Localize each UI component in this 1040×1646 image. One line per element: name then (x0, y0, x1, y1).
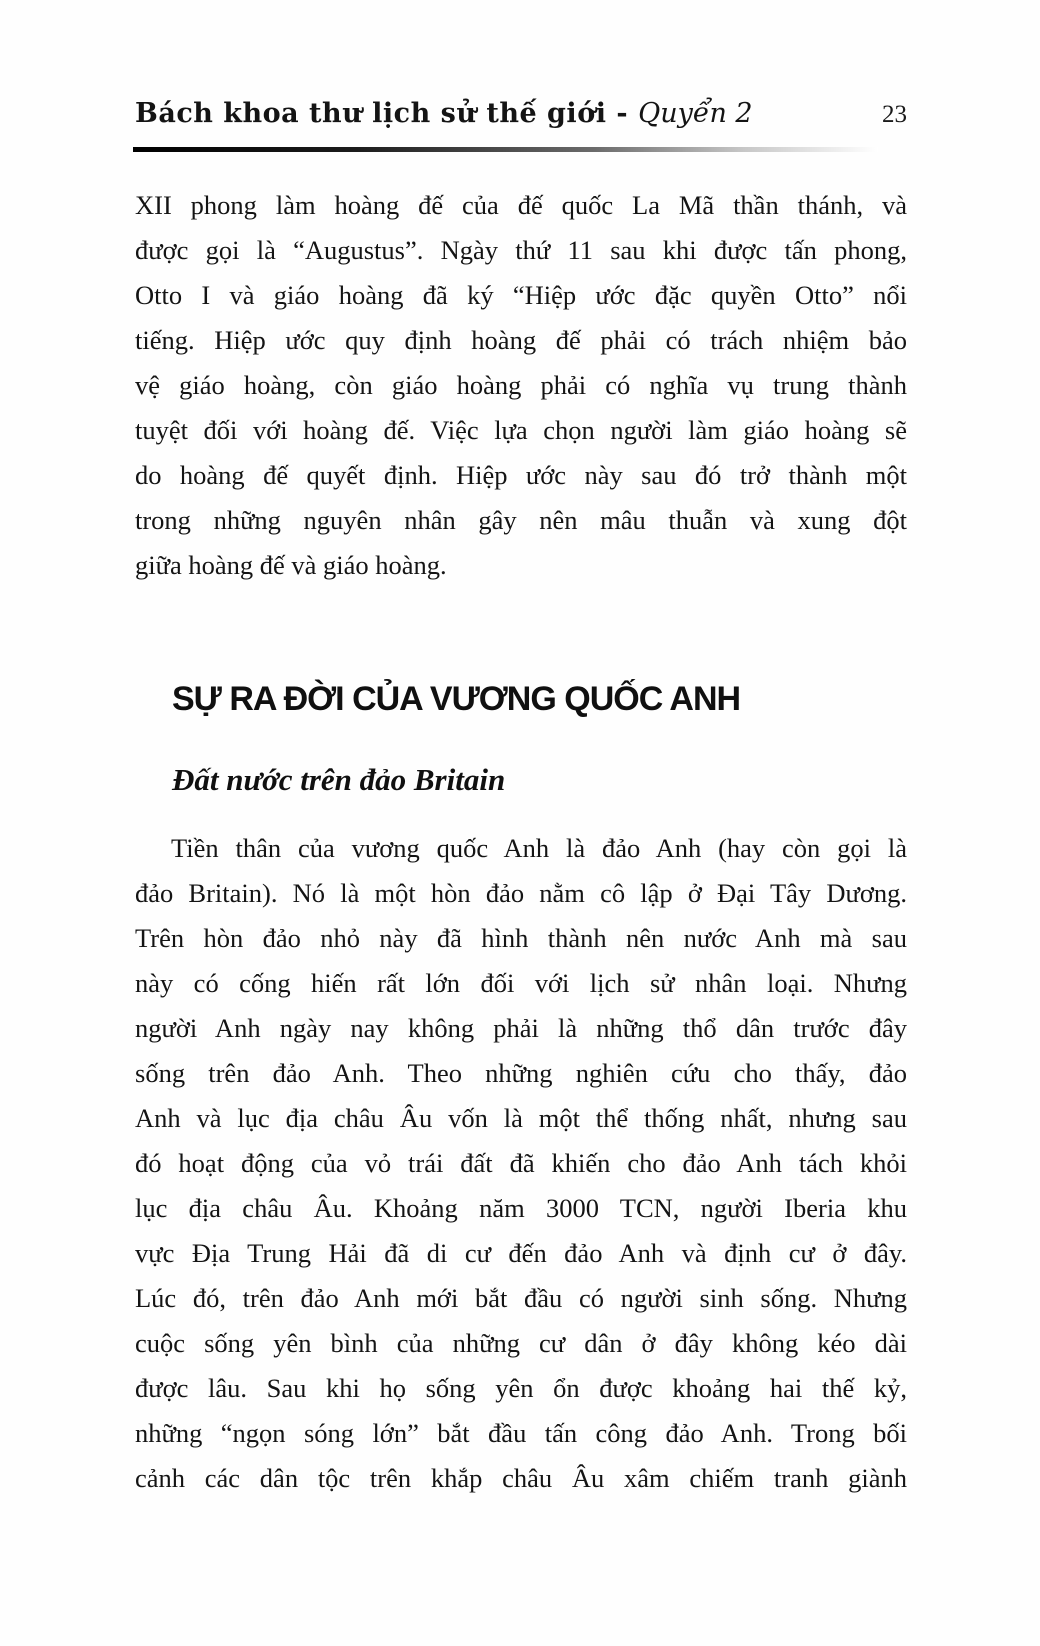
text-line: Trên hòn đảo nhỏ này đã hình thành nên nước Anh mà sau (135, 923, 907, 953)
page-number: 23 (882, 101, 907, 128)
paragraph (135, 183, 907, 588)
text-line: trong những nguyên nhân gây nên mâu thuẫn và xung đột (135, 505, 907, 535)
text-line: sống trên đảo Anh. Theo những nghiên cứu cho thấy, đảo (135, 1058, 907, 1088)
text-line: Anh và lục địa châu Âu vốn là một thể thống nhất, nhưng sau (135, 1103, 907, 1133)
text-line: cuộc sống yên bình của những cư dân ở đây không kéo dài (135, 1328, 907, 1358)
section-heading: SỰ RA ĐỜI CỦA VƯƠNG QUỐC ANH (172, 680, 741, 718)
text-line: tiếng. Hiệp ước quy định hoàng đế phải có trách nhiệm bảo (135, 325, 907, 355)
text-line: đó hoạt động của vỏ trái đất đã khiến cho đảo Anh tách khỏi (135, 1148, 907, 1178)
text-line: tuyệt đối với hoàng đế. Việc lựa chọn người làm giáo hoàng sẽ (135, 415, 907, 445)
header-rule (133, 147, 878, 152)
text-line: do hoàng đế quyết định. Hiệp ước này sau đó trở thành một (135, 460, 907, 490)
book-title: Bách khoa thư lịch sử thế giới - (135, 98, 629, 129)
paragraph (135, 826, 907, 1501)
page-header (135, 98, 907, 129)
text-line: lục địa châu Âu. Khoảng năm 3000 TCN, người Iberia khu (135, 1193, 907, 1223)
text-line: đảo Britain). Nó là một hòn đảo nằm cô lập ở Đại Tây Dương. (135, 878, 907, 908)
text-line: được lâu. Sau khi họ sống yên ổn được khoảng hai thế kỷ, (135, 1373, 907, 1403)
text-line: được gọi là “Augustus”. Ngày thứ 11 sau khi được tấn phong, (135, 235, 907, 265)
text-line: những “ngọn sóng lớn” bắt đầu tấn công đảo Anh. Trong bối (135, 1418, 907, 1448)
text-line: này có cống hiến rất lớn đối với lịch sử nhân loại. Nhưng (135, 968, 907, 998)
running-title (135, 98, 753, 129)
text-line: cảnh các dân tộc trên khắp châu Âu xâm chiếm tranh giành (135, 1463, 907, 1493)
subsection-heading: Đất nước trên đảo Britain (172, 762, 506, 797)
text-line: XII phong làm hoàng đế của đế quốc La Mã thần thánh, và (135, 190, 907, 220)
text-line: giữa hoàng đế và giáo hoàng. (135, 550, 447, 580)
volume-label: Quyển 2 (638, 98, 753, 129)
text-line: vệ giáo hoàng, còn giáo hoàng phải có nghĩa vụ trung thành (135, 370, 907, 400)
text-line: người Anh ngày nay không phải là những thổ dân trước đây (135, 1013, 907, 1043)
text-line: Otto I và giáo hoàng đã ký “Hiệp ước đặc quyền Otto” nổi (135, 280, 907, 310)
text-line: Lúc đó, trên đảo Anh mới bắt đầu có người sinh sống. Nhưng (135, 1283, 907, 1313)
text-line: Tiền thân của vương quốc Anh là đảo Anh (hay còn gọi là (171, 833, 907, 863)
text-line: vực Địa Trung Hải đã di cư đến đảo Anh và định cư ở đây. (135, 1238, 907, 1268)
